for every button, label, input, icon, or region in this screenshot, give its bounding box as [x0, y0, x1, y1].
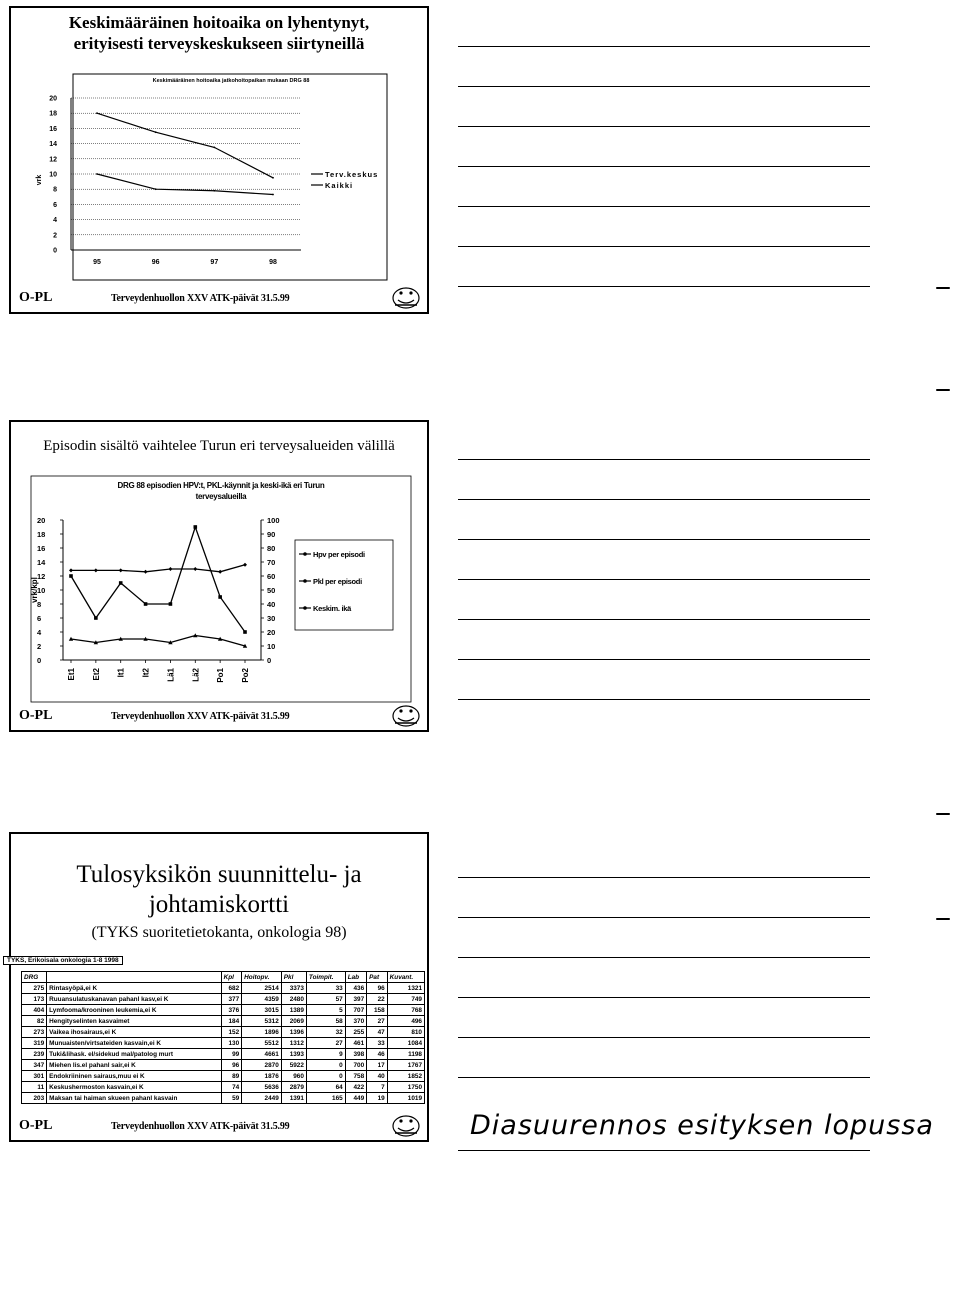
chart-2-ytick-left: 4	[37, 628, 42, 637]
table-cell: 165	[306, 1093, 345, 1104]
table-cell: Keskushermoston kasvain,ei K	[47, 1082, 222, 1093]
note-line	[458, 46, 870, 47]
table-header-cell: Toimpit.	[306, 972, 345, 983]
note-line	[458, 877, 870, 878]
table-header-cell: Pkl	[281, 972, 306, 983]
table-cell: 768	[387, 1005, 424, 1016]
table-cell: 1750	[387, 1082, 424, 1093]
chart-2-ytick-right: 30	[267, 614, 276, 623]
note-line	[458, 166, 870, 167]
table-cell: 2480	[281, 994, 306, 1005]
slide-1-title-line2: erityisesti terveyskeskukseen siirtyneillä	[73, 34, 365, 53]
table-cell: 1019	[387, 1093, 424, 1104]
note-line	[458, 126, 870, 127]
note-line	[458, 699, 870, 700]
table-cell: 749	[387, 994, 424, 1005]
logo-icon	[391, 1115, 421, 1137]
table-row	[22, 1093, 425, 1104]
table-cell: 370	[345, 1016, 366, 1027]
table-cell: 5636	[242, 1082, 282, 1093]
chart-2-point-square	[243, 630, 247, 634]
chart-2-ytick-left: 0	[37, 656, 42, 665]
slide-3-title	[11, 860, 427, 920]
oncology-table	[21, 971, 425, 1104]
chart-2-xtick: Et2	[91, 668, 101, 681]
table-cell: 422	[345, 1082, 366, 1093]
footer-brand: O-PL	[19, 708, 53, 723]
edge-mark	[936, 918, 950, 920]
chart-2-point-square	[69, 574, 73, 578]
table-cell: 99	[221, 1049, 242, 1060]
chart-1-ytick: 20	[49, 95, 57, 103]
table-cell: 5	[306, 1005, 345, 1016]
table-cell: 301	[22, 1071, 47, 1082]
table-row	[22, 1027, 425, 1038]
note-line	[458, 539, 870, 540]
chart-2-point-diamond	[168, 567, 172, 571]
chart-2	[11, 422, 427, 722]
note-line	[458, 246, 870, 247]
chart-2-title-line1: DRG 88 episodien HPV:t, PKL-käynnit ja keski-ikä eri Turun	[117, 481, 325, 490]
chart-2-point-square	[94, 616, 98, 620]
logo-icon	[391, 705, 421, 727]
table-cell: 1389	[281, 1005, 306, 1016]
chart-1-point	[272, 194, 274, 196]
table-cell: 203	[22, 1093, 47, 1104]
table-cell: 810	[387, 1027, 424, 1038]
table-cell: Lymfooma/krooninen leukemia,ei K	[47, 1005, 222, 1016]
table-cell: 64	[306, 1082, 345, 1093]
table-cell: 275	[22, 983, 47, 994]
table-cell: 32	[306, 1027, 345, 1038]
table-header-cell	[47, 972, 222, 983]
table-cell: 960	[281, 1071, 306, 1082]
table-cell: 2449	[242, 1093, 282, 1104]
note-line	[458, 659, 870, 660]
slide-1	[9, 6, 429, 314]
table-cell: 4661	[242, 1049, 282, 1060]
table-cell: 11	[22, 1082, 47, 1093]
table-cell: Munuaisten/virtsateiden kasvain,ei K	[47, 1038, 222, 1049]
chart-2-ytick-left: 20	[37, 516, 46, 525]
table-cell: 397	[345, 994, 366, 1005]
chart-2-ytick-right: 80	[267, 544, 276, 553]
handwriting-underline	[458, 1150, 870, 1151]
chart-2-ytick-right: 60	[267, 572, 276, 581]
table-cell: 59	[221, 1093, 242, 1104]
table-cell: 184	[221, 1016, 242, 1027]
chart-2-point-diamond	[193, 567, 197, 571]
table-cell: 96	[367, 983, 388, 994]
chart-2-ytick-left: 10	[37, 586, 46, 595]
edge-mark	[936, 287, 950, 289]
chart-2-point-diamond	[218, 570, 222, 574]
footer-text: Terveydenhuollon XXV ATK-päivät 31.5.99	[111, 1121, 290, 1132]
table-cell: Tuki&lihask. el/sidekud mal/patolog murt	[47, 1049, 222, 1060]
table-cell: 2514	[242, 983, 282, 994]
table-cell: 1084	[387, 1038, 424, 1049]
table-header-cell: Pat	[367, 972, 388, 983]
chart-2-ytick-left: 16	[37, 544, 46, 553]
chart-2-legend-label: Pkl per episodi	[313, 577, 362, 586]
slide-3-title-line2: johtamiskortti	[148, 891, 290, 918]
table-row	[22, 994, 425, 1005]
note-line	[458, 997, 870, 998]
chart-1-legend-label: Kaikki	[325, 181, 354, 190]
chart-1-point	[213, 190, 215, 192]
chart-2-ytick-right: 100	[267, 516, 280, 525]
chart-2-ytick-right: 40	[267, 600, 276, 609]
chart-2-point-diamond	[119, 568, 123, 572]
chart-2-xtick: Lä2	[191, 668, 201, 682]
table-cell: Maksan tai haiman skueen pahanl kasvain	[47, 1093, 222, 1104]
table-header-row	[22, 972, 425, 983]
table-cell: Rintasyöpä,ei K	[47, 983, 222, 994]
chart-2-ytick-left: 8	[37, 600, 42, 609]
slide-2-title: Episodin sisältö vaihtelee Turun eri terveysalueiden välillä	[43, 438, 395, 454]
table-cell: 22	[367, 994, 388, 1005]
chart-1-ytick: 10	[49, 171, 57, 179]
table-cell: 130	[221, 1038, 242, 1049]
chart-2-ytick-left: 2	[37, 642, 42, 651]
table-caption: TYKS, Erikoisala onkologia 1-8 1998	[3, 956, 123, 965]
chart-1-xtick: 95	[93, 259, 101, 266]
slide-2-footer	[11, 700, 427, 730]
table-cell: 1321	[387, 983, 424, 994]
note-line	[458, 286, 870, 287]
chart-2-point-square	[144, 602, 148, 606]
slide-3-footer	[11, 1110, 427, 1140]
table-cell: 2870	[242, 1060, 282, 1071]
table-cell: 496	[387, 1016, 424, 1027]
table-cell: 1312	[281, 1038, 306, 1049]
note-line	[458, 1077, 870, 1078]
table-header-cell: Kpl	[221, 972, 242, 983]
note-line	[458, 579, 870, 580]
chart-2-legend-marker	[303, 552, 307, 556]
table-cell: 0	[306, 1060, 345, 1071]
table-cell: Hengityselinten kasvaimet	[47, 1016, 222, 1027]
handwritten-note: Diasuurennos esityksen lopussa	[470, 1110, 934, 1141]
chart-1-ytick: 6	[53, 201, 57, 209]
chart-1-point	[155, 131, 157, 133]
table-cell: Ruuansulatuskanavan pahanl kasv,ei K	[47, 994, 222, 1005]
table-cell: 33	[367, 1038, 388, 1049]
table-cell: 96	[221, 1060, 242, 1071]
table-cell: 2879	[281, 1082, 306, 1093]
chart-1-xtick: 97	[210, 259, 219, 266]
edge-mark	[936, 813, 950, 815]
table-cell: 89	[221, 1071, 242, 1082]
slide-2	[9, 420, 429, 732]
table-header-cell: Hoitopv.	[242, 972, 282, 983]
table-cell: 58	[306, 1016, 345, 1027]
table-cell: 5512	[242, 1038, 282, 1049]
chart-1	[11, 8, 427, 308]
table-cell: 398	[345, 1049, 366, 1060]
chart-2-ytick-right: 10	[267, 642, 276, 651]
chart-1-point	[213, 147, 215, 149]
table-header-cell: Kuvant.	[387, 972, 424, 983]
chart-2-ytick-right: 20	[267, 628, 276, 637]
table-cell: 436	[345, 983, 366, 994]
chart-2-xtick: Et1	[67, 668, 76, 681]
chart-2-point-square	[169, 602, 173, 606]
note-line	[458, 917, 870, 918]
table-cell: Vaikea ihosairaus,ei K	[47, 1027, 222, 1038]
chart-1-point	[272, 177, 274, 179]
note-line	[458, 86, 870, 87]
chart-2-point-square	[193, 525, 197, 529]
table-cell: 449	[345, 1093, 366, 1104]
chart-1-point	[96, 112, 98, 114]
table-cell: 82	[22, 1016, 47, 1027]
table-cell: 377	[221, 994, 242, 1005]
chart-2-legend-label: Hpv per episodi	[313, 550, 365, 559]
table-cell: 57	[306, 994, 345, 1005]
chart-2-point-square	[119, 581, 123, 585]
table-cell: 46	[367, 1049, 388, 1060]
table-cell: 74	[221, 1082, 242, 1093]
table-cell: 5312	[242, 1016, 282, 1027]
table-cell: 1876	[242, 1071, 282, 1082]
chart-2-ylabel: vrk/kpl	[30, 577, 39, 603]
chart-2-xtick: It2	[141, 668, 151, 678]
table-cell: 758	[345, 1071, 366, 1082]
table-cell: 682	[221, 983, 242, 994]
table-row	[22, 1071, 425, 1082]
note-line	[458, 499, 870, 500]
footer-text: Terveydenhuollon XXV ATK-päivät 31.5.99	[111, 293, 290, 304]
chart-1-xtick: 98	[269, 259, 277, 266]
table-cell: 376	[221, 1005, 242, 1016]
table-row	[22, 1005, 425, 1016]
table-cell: 19	[367, 1093, 388, 1104]
table-row	[22, 983, 425, 994]
table-cell: 347	[22, 1060, 47, 1071]
chart-1-ytick: 0	[53, 247, 57, 255]
chart-2-ytick-right: 70	[267, 558, 276, 567]
table-cell: 1198	[387, 1049, 424, 1060]
chart-2-ytick-left: 14	[37, 558, 46, 567]
chart-1-point	[96, 173, 98, 175]
table-row	[22, 1049, 425, 1060]
note-line	[458, 957, 870, 958]
table-cell: 27	[367, 1016, 388, 1027]
chart-2-xtick: Lä1	[166, 668, 176, 682]
table-cell: 2069	[281, 1016, 306, 1027]
table-cell: 5922	[281, 1060, 306, 1071]
table-cell: 9	[306, 1049, 345, 1060]
chart-1-point	[155, 188, 157, 190]
chart-2-ytick-left: 6	[37, 614, 42, 623]
footer-brand: O-PL	[19, 290, 53, 305]
chart-2-ytick-right: 50	[267, 586, 276, 595]
slide-3	[9, 832, 429, 1142]
chart-2-xtick: It1	[116, 668, 126, 678]
chart-2-ytick-left: 18	[37, 530, 46, 539]
chart-2-ytick-right: 0	[267, 656, 272, 665]
chart-1-xtick: 96	[151, 259, 160, 266]
table-row	[22, 1038, 425, 1049]
edge-mark	[936, 389, 950, 391]
note-line	[458, 1037, 870, 1038]
table-cell: 404	[22, 1005, 47, 1016]
table-cell: 40	[367, 1071, 388, 1082]
note-line	[458, 619, 870, 620]
chart-1-ytick: 8	[53, 186, 57, 194]
slide-1-title-line1: Keskimääräinen hoitoaika on lyhentynyt,	[68, 13, 370, 32]
table-cell: 4359	[242, 994, 282, 1005]
chart-1-ytick: 14	[49, 141, 57, 149]
table-cell: 3015	[242, 1005, 282, 1016]
table-cell: 152	[221, 1027, 242, 1038]
slide-1-footer	[11, 282, 427, 312]
table-cell: 27	[306, 1038, 345, 1049]
chart-1-legend-label: Terv.keskus	[325, 170, 379, 179]
table-row	[22, 1082, 425, 1093]
table-cell: 1391	[281, 1093, 306, 1104]
table-cell: 239	[22, 1049, 47, 1060]
slide-3-subtitle: (TYKS suoritetietokanta, onkologia 98)	[91, 924, 347, 941]
footer-brand: O-PL	[19, 1118, 53, 1133]
chart-1-ytick: 16	[49, 125, 57, 133]
chart-1-ylabel: vrk	[36, 174, 43, 186]
chart-2-point-diamond	[94, 568, 98, 572]
chart-2-xtick: Po2	[241, 668, 250, 683]
chart-2-xtick: Po1	[216, 668, 226, 683]
table-cell: 1767	[387, 1060, 424, 1071]
chart-2-point-square	[218, 595, 222, 599]
table-header-cell: Lab	[345, 972, 366, 983]
table-cell: 255	[345, 1027, 366, 1038]
table-cell: 7	[367, 1082, 388, 1093]
note-line	[458, 459, 870, 460]
table-cell: 17	[367, 1060, 388, 1071]
footer-text: Terveydenhuollon XXV ATK-päivät 31.5.99	[111, 711, 290, 722]
table-cell: Miehen lis.el pahanl sair,ei K	[47, 1060, 222, 1071]
table-cell: 3373	[281, 983, 306, 994]
chart-1-ytick: 18	[49, 110, 57, 118]
chart-2-title-line2: terveysalueilla	[195, 492, 247, 501]
chart-1-series-line-0	[97, 113, 273, 178]
chart-2-legend-marker	[303, 606, 307, 610]
table-cell: 1396	[281, 1027, 306, 1038]
chart-2-ytick-right: 90	[267, 530, 276, 539]
table-cell: 707	[345, 1005, 366, 1016]
table-row	[22, 1060, 425, 1071]
chart-1-ytick: 4	[53, 217, 57, 225]
note-line	[458, 206, 870, 207]
chart-2-point-diamond	[69, 568, 73, 572]
table-cell: 1896	[242, 1027, 282, 1038]
logo-icon	[391, 287, 421, 309]
table-header-cell: DRG	[22, 972, 47, 983]
table-cell: 47	[367, 1027, 388, 1038]
chart-1-title: Keskimääräinen hoitoaika jatkohoitopaikan mukaan DRG 88	[152, 78, 310, 84]
table-row	[22, 1016, 425, 1027]
table-cell: 173	[22, 994, 47, 1005]
chart-2-ytick-left: 12	[37, 572, 46, 581]
table-cell: 158	[367, 1005, 388, 1016]
table-cell: 33	[306, 983, 345, 994]
chart-2-point-diamond	[144, 570, 148, 574]
chart-1-ytick: 2	[53, 232, 57, 240]
chart-1-series-line-1	[97, 174, 273, 195]
chart-1-ytick: 12	[49, 156, 57, 164]
table-cell: 1393	[281, 1049, 306, 1060]
table-cell: 700	[345, 1060, 366, 1071]
table-cell: 461	[345, 1038, 366, 1049]
table-cell: 319	[22, 1038, 47, 1049]
slide-3-title-line1: Tulosyksikön suunnittelu- ja	[76, 861, 362, 888]
table-cell: 1852	[387, 1071, 424, 1082]
chart-2-point-diamond	[243, 563, 247, 567]
table-cell: 0	[306, 1071, 345, 1082]
chart-2-legend-marker	[303, 579, 307, 583]
table-cell: 273	[22, 1027, 47, 1038]
table-cell: Endokriininen sairaus,muu ei K	[47, 1071, 222, 1082]
chart-2-legend-label: Keskim. ikä	[313, 604, 351, 613]
